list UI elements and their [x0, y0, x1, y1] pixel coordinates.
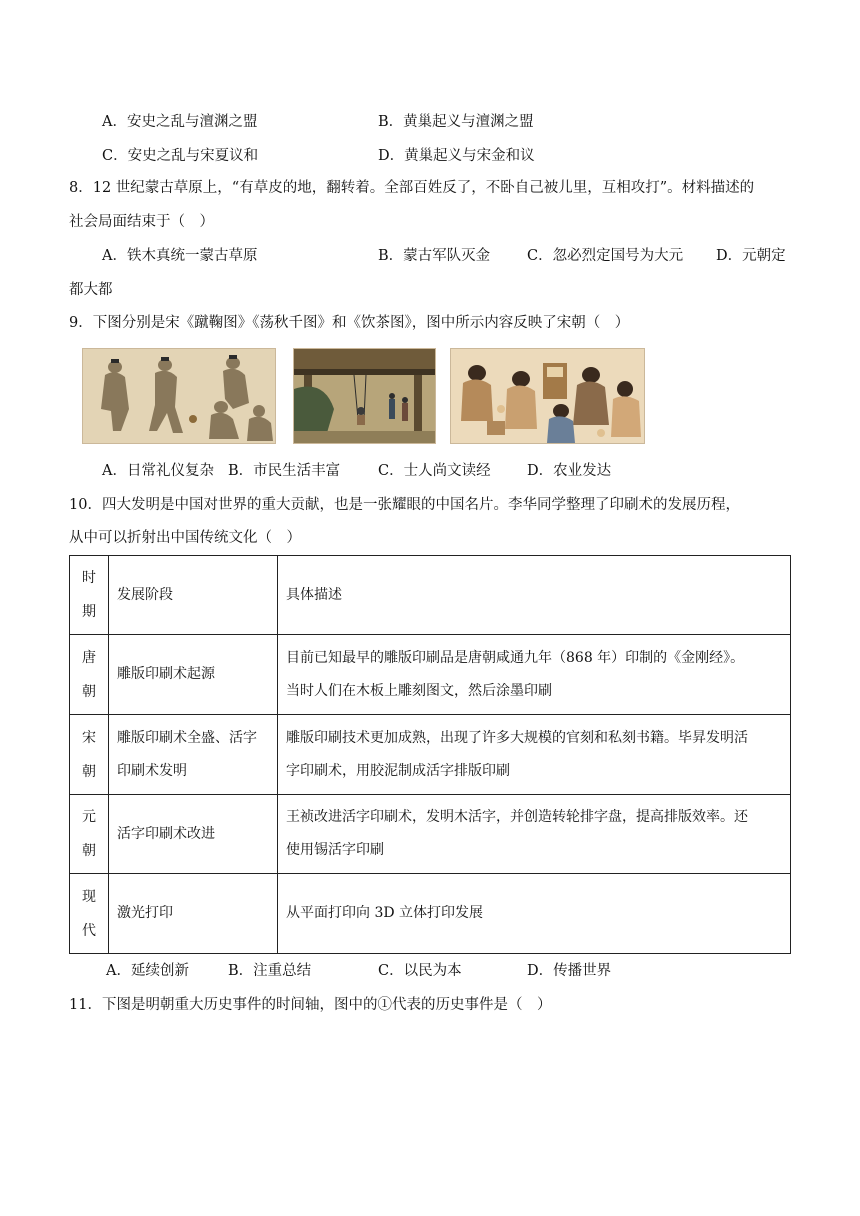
q10-option-b: B．注重总结 [228, 963, 312, 979]
desc-line2: 字印刷术，用胶泥制成活字排版印刷 [286, 762, 510, 779]
q9-stem: 9．下图分别是宋《蹴鞠图》《荡秋千图》和《饮茶图》，图中所示内容反映了宋朝（ ） [69, 315, 630, 331]
q8-option-c: C．忽必烈定国号为大元 [527, 248, 684, 264]
description-cell [278, 715, 791, 795]
period-char2: 朝 [82, 763, 96, 780]
table-row [70, 715, 791, 795]
description-cell [278, 795, 791, 874]
desc-line2: 使用锡活字印刷 [286, 842, 384, 858]
period-cell [70, 715, 109, 795]
header-period-char1: 时 [82, 570, 96, 586]
table-header-row [70, 556, 791, 635]
desc-line2: 当时人们在木板上雕刻图文，然后涂墨印刷 [286, 682, 552, 699]
period-cell [70, 635, 109, 715]
stage-line1: 活字印刷术改进 [117, 825, 215, 842]
q9-option-a: A．日常礼仪复杂 [102, 463, 214, 479]
q10-option-c: C．以民为本 [378, 963, 462, 979]
stage-line2: 印刷术发明 [117, 762, 187, 779]
q8-option-d-continued: 都大都 [69, 282, 113, 298]
period-char2: 朝 [82, 683, 96, 700]
q9-option-b: B．市民生活丰富 [228, 463, 341, 479]
q10-option-a: A．延续创新 [106, 963, 189, 979]
q7-option-c: C．安史之乱与宋夏议和 [102, 148, 259, 164]
table-row [70, 795, 791, 874]
stage-cell [109, 715, 278, 795]
q8-option-d: D．元朝定 [716, 248, 786, 264]
stage-line1: 雕版印刷术起源 [117, 666, 215, 682]
period-char1: 现 [82, 888, 96, 905]
period-char1: 唐 [82, 649, 96, 666]
stage-cell [109, 874, 278, 954]
q7-option-b: B．黄巢起义与澶渊之盟 [378, 114, 534, 130]
q11-stem: 11．下图是明朝重大历史事件的时间轴，图中的①代表的历史事件是（ ） [69, 997, 552, 1013]
printing-history-table [69, 555, 791, 954]
desc-line1: 王祯改进活字印刷术，发明木活字，并创造转轮排字盘，提高排版效率。还 [286, 809, 748, 825]
stage-line1: 雕版印刷术全盛、活字 [117, 729, 257, 746]
period-cell [70, 795, 109, 874]
q8-stem-line1: 8．12 世纪蒙古草原上，“有草皮的地，翻转着。全部百姓反了，不卧自己被儿里，互相攻打”。材料描述的 [69, 180, 755, 196]
description-cell [278, 874, 791, 954]
header-description: 具体描述 [278, 556, 791, 635]
tea-painting-image [450, 348, 645, 444]
swing-painting-image [293, 348, 436, 444]
stage-line1: 激光打印 [117, 905, 173, 921]
q8-option-a: A．铁木真统一蒙古草原 [102, 248, 258, 264]
q10-stem-line1: 10．四大发明是中国对世界的重大贡献，也是一张耀眼的中国名片。李华同学整理了印刷术的发展历程， [69, 497, 740, 513]
period-char2: 代 [82, 922, 96, 939]
q9-option-d: D．农业发达 [527, 463, 612, 479]
cuju-painting-image [82, 348, 276, 444]
description-cell [278, 635, 791, 715]
header-period [70, 556, 109, 635]
q8-stem-line2: 社会局面结束于（ ） [69, 214, 214, 230]
period-char1: 宋 [82, 729, 96, 746]
header-period-char2: 期 [82, 604, 96, 620]
table-row [70, 635, 791, 715]
desc-line1: 从平面打印向 3D 立体打印发展 [286, 905, 484, 921]
stage-cell [109, 635, 278, 715]
q10-stem-line2: 从中可以折射出中国传统文化（ ） [69, 530, 301, 546]
header-stage: 发展阶段 [109, 556, 278, 635]
period-cell [70, 874, 109, 954]
stage-cell [109, 795, 278, 874]
period-char1: 元 [82, 809, 96, 825]
table-row [70, 874, 791, 954]
desc-line1: 目前已知最早的雕版印刷品是唐朝咸通九年（868 年）印制的《金刚经》。 [286, 649, 745, 666]
period-char2: 朝 [82, 843, 96, 859]
q7-option-d: D．黄巢起义与宋金和议 [378, 148, 535, 164]
q7-option-a: A．安史之乱与澶渊之盟 [102, 114, 258, 130]
q10-option-d: D．传播世界 [527, 963, 612, 979]
desc-line1: 雕版印刷技术更加成熟，出现了许多大规模的官刻和私刻书籍。毕昇发明活 [286, 729, 748, 746]
q8-option-b: B．蒙古军队灭金 [378, 248, 491, 264]
q9-option-c: C．士人尚文读经 [378, 463, 491, 479]
